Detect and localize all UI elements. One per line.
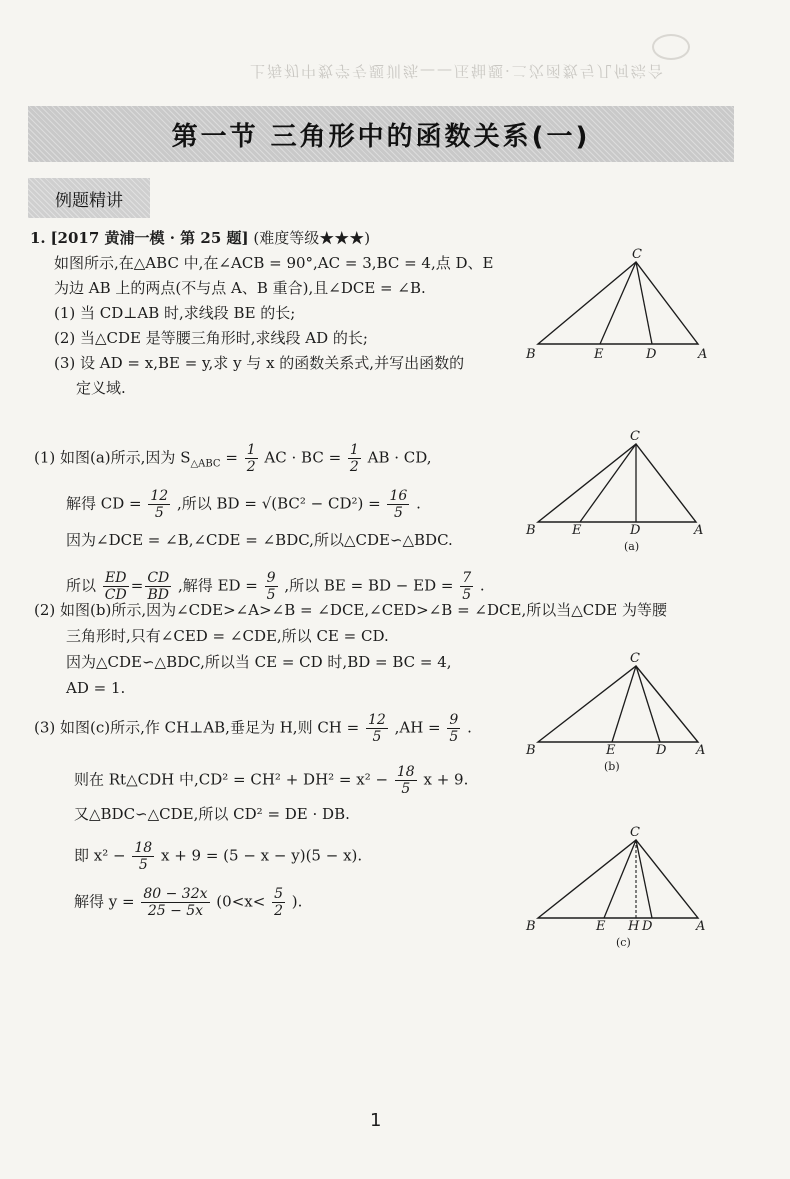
problem-source: [2017 黄浦一模 · 第 25 题]	[50, 229, 249, 247]
bleed-through-header: 上海初中数学专题训练——压轴题·二次函数与几何综合	[250, 62, 665, 80]
fraction: $\frac{18}{5}$	[396, 764, 415, 797]
problem-difficulty: (难度等级★★★)	[253, 229, 371, 247]
problem-stem-2: 为边 AB 上的两点(不与点 A、B 重合),且∠DCE = ∠B.	[54, 279, 426, 297]
problem-number: 1.	[30, 229, 46, 247]
section-title: 第一节 三角形中的函数关系(一)	[171, 121, 591, 152]
problem-header	[30, 228, 370, 248]
question-2: (2) 当△CDE 是等腰三角形时,求线段 AD 的长;	[54, 329, 368, 347]
fraction: $\frac{7}{5}$	[462, 570, 472, 603]
label-b: B	[526, 919, 536, 934]
solution-3-line-3: 又△BDC∽△CDE,所以 CD² = DE · DB.	[74, 805, 350, 823]
solution-2-line-4: AD = 1.	[66, 679, 126, 697]
solution-2-line-3: 因为△CDE∽△BDC,所以当 CE = CD 时,BD = BC = 4,	[66, 653, 452, 671]
fraction: $\frac{ED}{CD}$	[104, 570, 127, 603]
label-a: A	[696, 919, 706, 934]
figure-a	[520, 428, 720, 556]
label-e: E	[572, 523, 582, 538]
label-a: A	[698, 347, 708, 362]
figure-b	[520, 648, 720, 776]
bleed-logo	[652, 34, 690, 60]
fraction: $\frac{9}{5}$	[266, 570, 276, 603]
solution-3-line-4: 即 x² − $\frac{18}{5}$ x + 9 = (5 − x − y)(5 − x).	[74, 840, 363, 873]
label-d: D	[646, 347, 657, 362]
label-c: C	[630, 825, 640, 840]
fraction: $\frac{12}{5}$	[150, 488, 169, 521]
caption-c: (c)	[616, 936, 631, 949]
fraction: $\frac{CD}{BD}$	[147, 570, 170, 603]
solution-3-line-1: (3) 如图(c)所示,作 CH⊥AB,垂足为 H,则 CH = $\frac{12}{5}$ ,AH = $\frac{9}{5}$ .	[34, 712, 472, 745]
main-figure	[520, 246, 720, 364]
label-e: E	[606, 743, 616, 758]
solution-2-line-2: 三角形时,只有∠CED = ∠CDE,所以 CE = CD.	[66, 627, 389, 645]
solution-1-line-3: 因为∠DCE = ∠B,∠CDE = ∠BDC,所以△CDE∽△BDC.	[66, 531, 453, 549]
fraction: $\frac{16}{5}$	[389, 488, 408, 521]
label-c: C	[630, 429, 640, 444]
fraction: $\frac{18}{5}$	[134, 840, 153, 873]
label-c: C	[630, 651, 640, 666]
label-d: D	[642, 919, 653, 934]
figure-c	[520, 822, 720, 950]
label-e: E	[594, 347, 604, 362]
label-d: D	[630, 523, 641, 538]
solution-2-line-1: (2) 如图(b)所示,因为∠CDE>∠A>∠B = ∠DCE,∠CED>∠B = ∠DCE,所以当△CDE 为等腰	[34, 601, 667, 619]
label-e: E	[596, 919, 606, 934]
question-3-line-2: 定义域.	[76, 379, 126, 397]
fraction: $\frac{1}{2}$	[246, 442, 256, 475]
solution-1-line-4: 所以 $\frac{ED}{CD}$ = $\frac{CD}{BD}$ ,解得 ED = $\frac{9}{5}$ ,所以 BE = BD − ED = $\frac{7}{5}$ .	[66, 570, 485, 603]
label-d: D	[656, 743, 667, 758]
label-b: B	[526, 523, 536, 538]
label-b: B	[526, 347, 536, 362]
section-title-bar	[28, 106, 734, 162]
question-3-line-1: (3) 设 AD = x,BE = y,求 y 与 x 的函数关系式,并写出函数的	[54, 354, 465, 372]
fraction: $\frac{9}{5}$	[449, 712, 459, 745]
page-number: 1	[370, 1110, 382, 1131]
section-tag: 例题精讲	[28, 178, 150, 218]
solution-3-line-2: 则在 Rt△CDH 中,CD² = CH² + DH² = x² − $\frac{18}{5}$ x + 9.	[74, 764, 469, 797]
fraction: $\frac{5}{2}$	[274, 886, 283, 919]
label-a: A	[694, 523, 704, 538]
label-a: A	[696, 743, 706, 758]
caption-a: (a)	[624, 540, 640, 553]
label-h: H	[628, 919, 640, 934]
solution-1-line-1: (1) 如图(a)所示,因为 $S_{\triangle ABC}$ = $\frac{1}{2}$ AC · BC = $\frac{1}{2}$ AB · CD,	[34, 442, 432, 475]
caption-b: (b)	[604, 760, 620, 773]
fraction: $\frac{1}{2}$	[349, 442, 359, 475]
problem-stem-1: 如图所示,在△ABC 中,在∠ACB = 90°,AC = 3,BC = 4,点 D、E	[54, 254, 494, 272]
solution-3-line-5: 解得 y = $\frac{80 - 32x}{25 - 5x}$ (0<x< $\frac{5}{2}$ ).	[74, 886, 303, 919]
label-c: C	[632, 247, 642, 262]
question-1: (1) 当 CD⊥AB 时,求线段 BE 的长;	[54, 304, 296, 322]
solution-1-line-2: 解得 CD = $\frac{12}{5}$ ,所以 BD = √(BC² − CD²) = $\frac{16}{5}$ .	[66, 488, 421, 521]
label-b: B	[526, 743, 536, 758]
fraction: $\frac{12}{5}$	[368, 712, 386, 745]
fraction: $\frac{80 - 32x}{25 - 5x}$	[143, 886, 208, 919]
